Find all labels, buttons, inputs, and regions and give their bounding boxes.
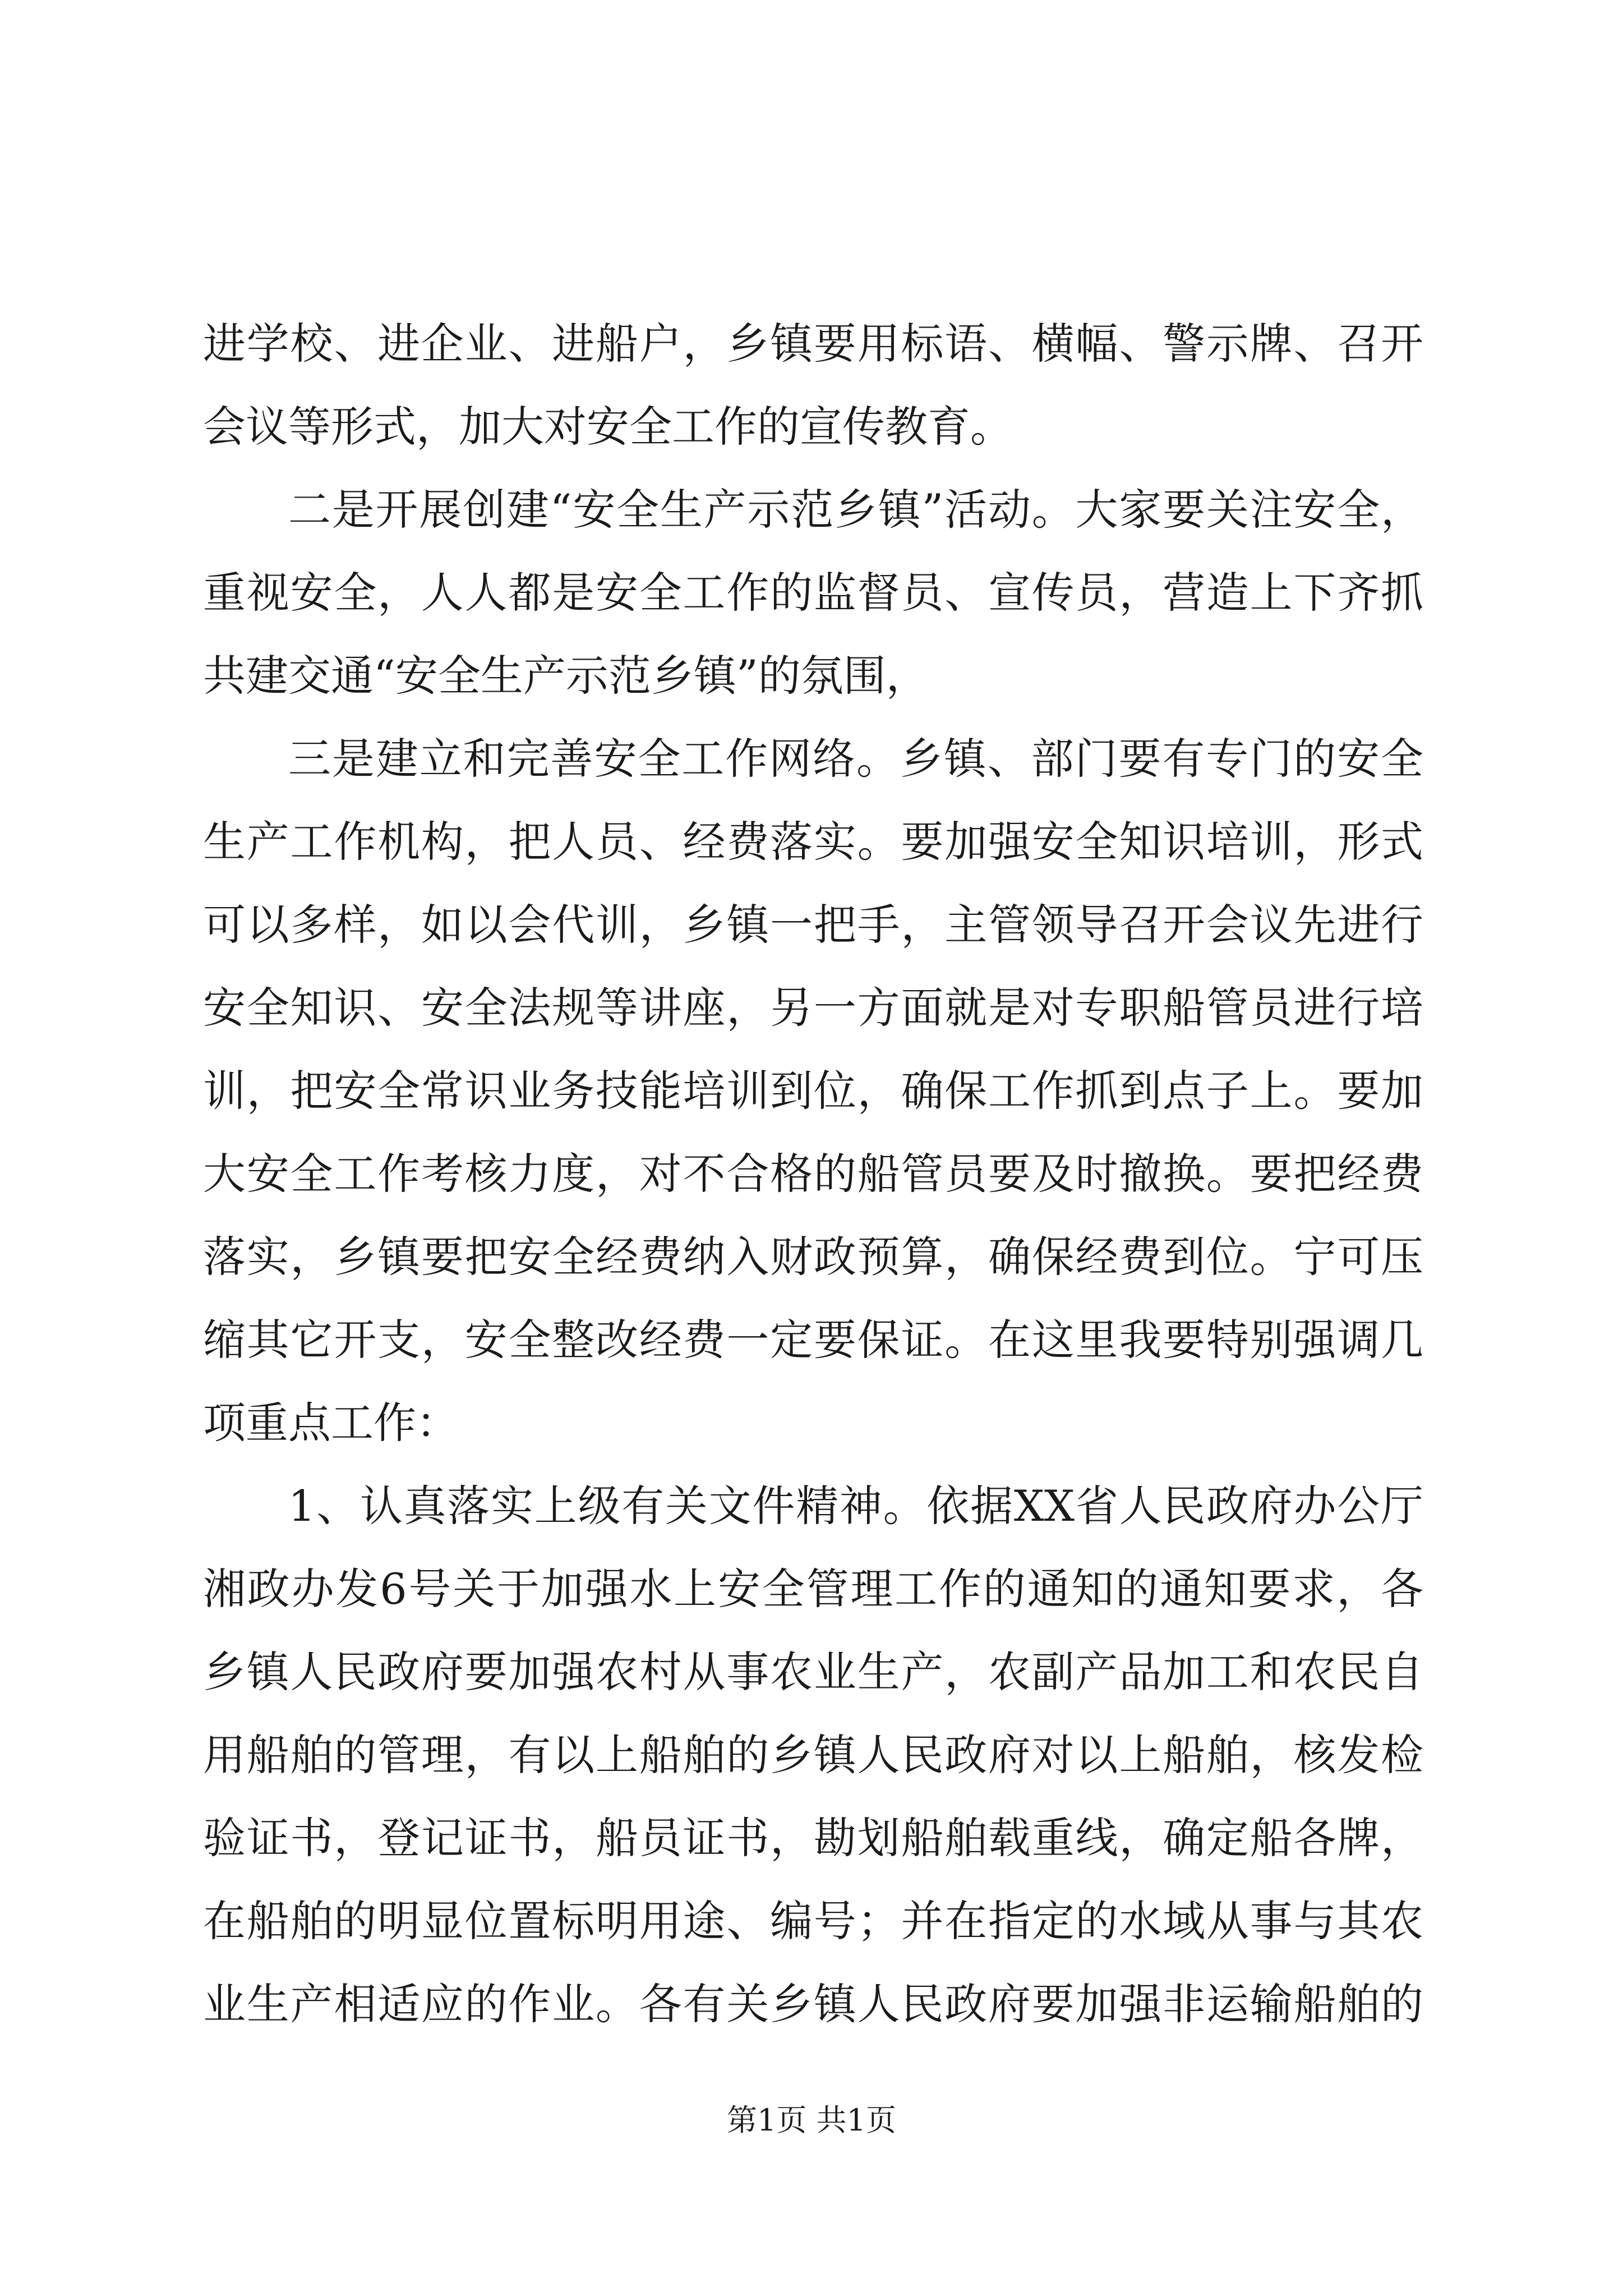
text-line: 业生产相适应的作业。各有关乡镇人民政府要加强非运输船舶的 xyxy=(203,1979,1423,2029)
text-line: 用船舶的管理，有以上船舶的乡镇人民政府对以上船舶，核发检 xyxy=(203,1730,1423,1780)
text-line: 训，把安全常识业务技能培训到位，确保工作抓到点子上。要加 xyxy=(203,1066,1423,1116)
text-line: 重视安全，人人都是安全工作的监督员、宣传员，营造上下齐抓 xyxy=(203,568,1423,618)
text-line: 验证书，登记证书，船员证书，勘划船舶载重线，确定船各牌， xyxy=(203,1813,1423,1863)
paragraph-first-line: 1、认真落实上级有关文件精神。依据XX省人民政府办公厅 xyxy=(288,1481,1423,1531)
text-line: 项重点工作： xyxy=(203,1398,459,1448)
page-number-footer: 第1页 共1页 xyxy=(727,2102,896,2138)
text-line: 落实，乡镇要把安全经费纳入财政预算，确保经费到位。宁可压 xyxy=(203,1232,1423,1282)
text-line: 在船舶的明显位置标明用途、编号；并在指定的水域从事与其农 xyxy=(203,1896,1423,1946)
text-line: 会议等形式，加大对安全工作的宣传教育。 xyxy=(203,402,1013,452)
text-line: 缩其它开支，安全整改经费一定要保证。在这里我要特别强调几 xyxy=(203,1315,1423,1365)
text-line: 湘政办发6号关于加强水上安全管理工作的通知的通知要求，各 xyxy=(203,1564,1423,1614)
text-line: 安全知识、安全法规等讲座，另一方面就是对专职船管员进行培 xyxy=(203,983,1423,1033)
text-line: 进学校、进企业、进船户，乡镇要用标语、横幅、警示牌、召开 xyxy=(203,319,1423,369)
text-line: 生产工作机构，把人员、经费落实。要加强安全知识培训，形式 xyxy=(203,817,1423,867)
text-line: 大安全工作考核力度，对不合格的船管员要及时撤换。要把经费 xyxy=(203,1149,1423,1199)
paragraph-first-line: 二是开展创建“安全生产示范乡镇”活动。大家要关注安全， xyxy=(288,485,1423,535)
paragraph-first-line: 三是建立和完善安全工作网络。乡镇、部门要有专门的安全 xyxy=(288,734,1423,784)
text-line: 共建交通“安全生产示范乡镇”的氛围， xyxy=(203,651,929,701)
text-line: 乡镇人民政府要加强农村从事农业生产，农副产品加工和农民自 xyxy=(203,1647,1423,1697)
text-line: 可以多样，如以会代训，乡镇一把手，主管领导召开会议先进行 xyxy=(203,900,1423,950)
